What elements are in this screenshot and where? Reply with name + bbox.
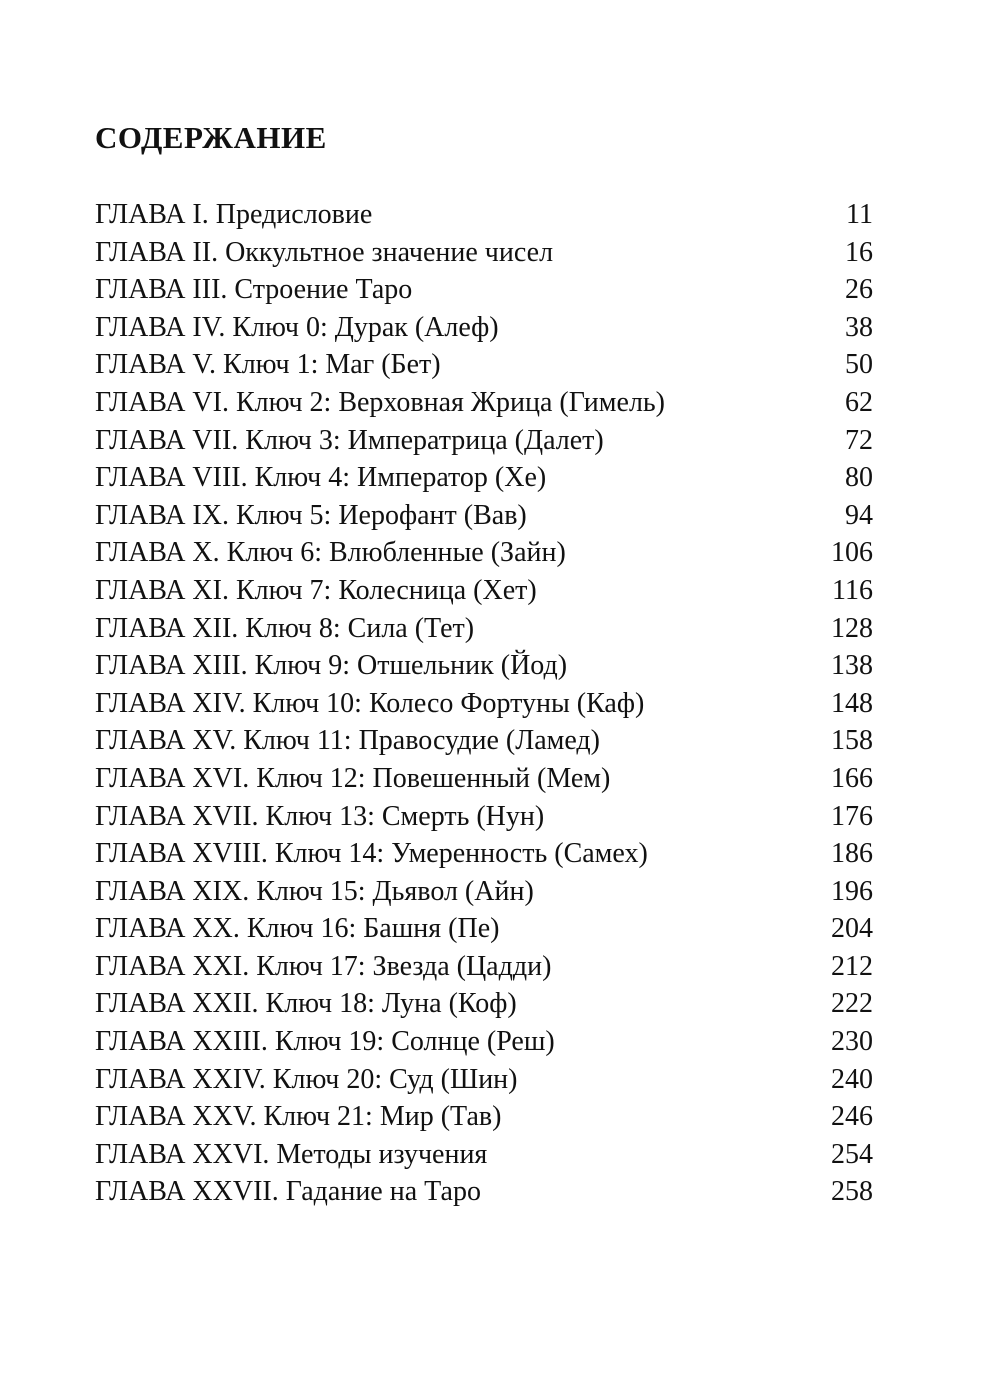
toc-entry-page-number: 258 bbox=[831, 1176, 873, 1208]
toc-entry-label: ГЛАВА VIII. Ключ 4: Император (Хе) bbox=[95, 462, 547, 494]
toc-entry bbox=[95, 459, 873, 497]
toc-entry-page-number: 196 bbox=[831, 875, 873, 907]
toc-entry-label: ГЛАВА XVII. Ключ 13: Смерть (Нун) bbox=[95, 800, 545, 832]
toc-entry-label: ГЛАВА III. Строение Таро bbox=[95, 274, 413, 306]
toc-entry bbox=[95, 910, 873, 948]
toc-entry-page-number: 212 bbox=[831, 950, 873, 982]
toc-entry bbox=[95, 1098, 873, 1136]
toc-entry-page-number: 148 bbox=[831, 687, 873, 719]
toc-entry bbox=[95, 1061, 873, 1099]
toc-entry bbox=[95, 534, 873, 572]
toc-entry bbox=[95, 610, 873, 648]
toc-entry-label: ГЛАВА VII. Ключ 3: Императрица (Далет) bbox=[95, 424, 604, 456]
toc-entry bbox=[95, 685, 873, 723]
toc-entry bbox=[95, 1023, 873, 1061]
toc-entry bbox=[95, 572, 873, 610]
toc-entry-label: ГЛАВА XXI. Ключ 17: Звезда (Цадди) bbox=[95, 950, 552, 982]
toc-entry-label: ГЛАВА IV. Ключ 0: Дурак (Алеф) bbox=[95, 311, 499, 343]
toc-entry-label: ГЛАВА XXIII. Ключ 19: Солнце (Реш) bbox=[95, 1026, 555, 1058]
toc-entry bbox=[95, 798, 873, 836]
toc-entry bbox=[95, 346, 873, 384]
toc-entry-page-number: 158 bbox=[831, 725, 873, 757]
toc-entry-label: ГЛАВА XXVI. Методы изучения bbox=[95, 1138, 488, 1170]
toc-entry bbox=[95, 873, 873, 911]
toc-entry-label: ГЛАВА XIII. Ключ 9: Отшельник (Йод) bbox=[95, 650, 568, 682]
toc-entry bbox=[95, 647, 873, 685]
toc-entry bbox=[95, 835, 873, 873]
toc-entry bbox=[95, 309, 873, 347]
toc-entry-label: ГЛАВА XX. Ключ 16: Башня (Пе) bbox=[95, 913, 500, 945]
toc-entry-label: ГЛАВА XII. Ключ 8: Сила (Тет) bbox=[95, 612, 475, 644]
toc-entry bbox=[95, 722, 873, 760]
toc-entry-page-number: 106 bbox=[831, 537, 873, 569]
toc-entry-label: ГЛАВА XVI. Ключ 12: Повешенный (Мем) bbox=[95, 762, 611, 794]
toc-entry-page-number: 186 bbox=[831, 838, 873, 870]
toc-entry-page-number: 176 bbox=[831, 800, 873, 832]
toc-entry-page-number: 138 bbox=[831, 650, 873, 682]
page-title: СОДЕРЖАНИЕ bbox=[95, 120, 327, 155]
toc-entry-label: ГЛАВА I. Предисловие bbox=[95, 199, 373, 230]
toc-entry-page-number: 230 bbox=[831, 1026, 873, 1058]
toc-entry-page-number: 240 bbox=[831, 1063, 873, 1095]
toc-entry bbox=[95, 1136, 873, 1174]
toc-entry bbox=[95, 985, 873, 1023]
toc-entry-label: ГЛАВА XXV. Ключ 21: Мир (Тав) bbox=[95, 1101, 502, 1133]
toc-entry-label: ГЛАВА XVIII. Ключ 14: Умеренность (Самех) bbox=[95, 838, 648, 870]
toc-entry-label: ГЛАВА XIX. Ключ 15: Дьявол (Айн) bbox=[95, 875, 534, 907]
toc-entry-page-number: 166 bbox=[831, 762, 873, 794]
toc-entry-page-number: 246 bbox=[831, 1101, 873, 1133]
toc-entry-label: ГЛАВА IX. Ключ 5: Иерофант (Вав) bbox=[95, 499, 527, 531]
toc-entry-label: ГЛАВА XXII. Ключ 18: Луна (Коф) bbox=[95, 988, 517, 1020]
toc-entry-page-number: 72 bbox=[845, 424, 873, 456]
toc-entry-label: ГЛАВА XXIV. Ключ 20: Суд (Шин) bbox=[95, 1063, 518, 1095]
toc-entry bbox=[95, 497, 873, 535]
toc-entry-page-number: 16 bbox=[845, 236, 873, 268]
toc-entry-page-number: 11 bbox=[846, 199, 873, 230]
toc-entry-label: ГЛАВА XI. Ключ 7: Колесница (Хет) bbox=[95, 574, 537, 606]
toc-entry-label: ГЛАВА XXVII. Гадание на Таро bbox=[95, 1176, 481, 1208]
toc-entry bbox=[95, 1173, 873, 1211]
toc-entry bbox=[95, 384, 873, 422]
toc-entry-page-number: 62 bbox=[845, 386, 873, 418]
toc-entry-page-number: 80 bbox=[845, 462, 873, 494]
toc-entry-page-number: 222 bbox=[831, 988, 873, 1020]
toc-list bbox=[95, 196, 873, 1211]
toc-entry-page-number: 204 bbox=[831, 913, 873, 945]
toc-entry bbox=[95, 234, 873, 272]
toc-entry bbox=[95, 196, 873, 234]
toc-entry-page-number: 254 bbox=[831, 1138, 873, 1170]
toc-entry bbox=[95, 760, 873, 798]
toc-entry-label: ГЛАВА XIV. Ключ 10: Колесо Фортуны (Каф) bbox=[95, 687, 645, 719]
toc-entry-label: ГЛАВА II. Оккультное значение чисел bbox=[95, 236, 554, 268]
toc-entry-label: ГЛАВА VI. Ключ 2: Верховная Жрица (Гимель) bbox=[95, 386, 666, 418]
toc-entry-label: ГЛАВА V. Ключ 1: Маг (Бет) bbox=[95, 349, 441, 381]
toc-entry-page-number: 38 bbox=[845, 311, 873, 343]
toc-entry-page-number: 50 bbox=[845, 349, 873, 381]
toc-entry-label: ГЛАВА XV. Ключ 11: Правосудие (Ламед) bbox=[95, 725, 600, 757]
toc-entry bbox=[95, 271, 873, 309]
toc-entry-page-number: 116 bbox=[832, 574, 873, 606]
toc-entry-page-number: 128 bbox=[831, 612, 873, 644]
toc-entry-label: ГЛАВА X. Ключ 6: Влюбленные (Зайн) bbox=[95, 537, 566, 569]
toc-entry-page-number: 94 bbox=[845, 499, 873, 531]
toc-entry bbox=[95, 948, 873, 986]
toc-entry bbox=[95, 422, 873, 460]
toc-entry-page-number: 26 bbox=[845, 274, 873, 306]
